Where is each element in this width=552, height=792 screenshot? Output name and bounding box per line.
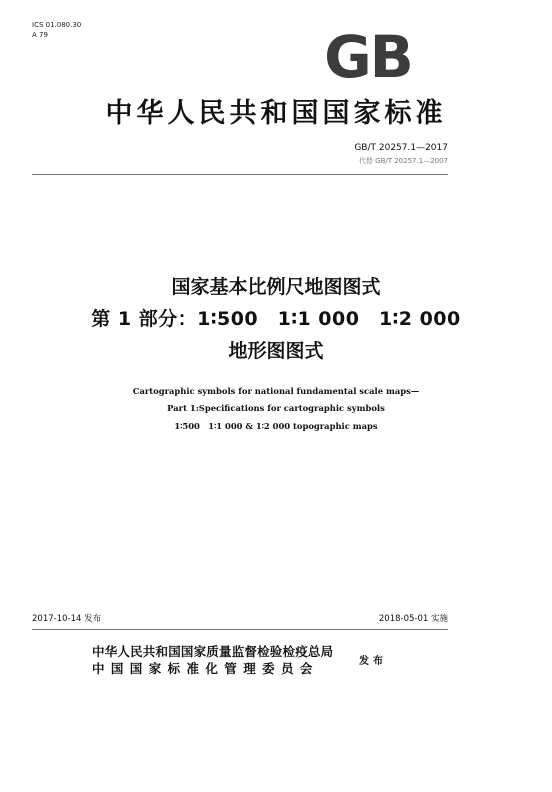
issue-date: 2017-10-14 发布 bbox=[32, 614, 102, 624]
publisher-line-1: 中华人民共和国国家质量监督检验检疫总局 bbox=[92, 644, 334, 659]
publish-label: 发布 bbox=[359, 656, 387, 667]
implement-date: 2018-05-01 实施 bbox=[378, 614, 448, 624]
title-en-line-1: Cartographic symbols for national fundamental scale maps— bbox=[132, 386, 420, 396]
ccs-code: A 79 bbox=[32, 31, 48, 39]
ics-code: ICS 01.080.30 bbox=[32, 21, 82, 29]
title-cn-line-3: 地形图图式 bbox=[228, 340, 324, 362]
replaces-note: 代替 GB/T 20257.1—2007 bbox=[358, 157, 448, 165]
title-en-line-3: 1∶500 1∶1 000 & 1∶2 000 topographic maps bbox=[174, 421, 378, 431]
publisher-line-2: 中国国家标准化管理委员会 bbox=[92, 661, 319, 676]
classification-codes bbox=[32, 20, 81, 40]
gb-logo-text: GB bbox=[324, 30, 412, 82]
title-en-line-2: Part 1:Specifications for cartographic symbols bbox=[167, 403, 385, 413]
standard-title: 中华人民共和国国家标准 bbox=[105, 98, 447, 129]
gb-logo bbox=[317, 30, 419, 82]
title-cn-line-2: 第 1 部分：1∶500 1∶1 000 1∶2 000 bbox=[91, 308, 461, 330]
title-cn-line-1: 国家基本比例尺地图图式 bbox=[171, 276, 381, 298]
top-divider bbox=[32, 174, 448, 175]
standard-number: GB/T 20257.1—2017 bbox=[354, 143, 448, 153]
bottom-divider bbox=[32, 629, 448, 630]
